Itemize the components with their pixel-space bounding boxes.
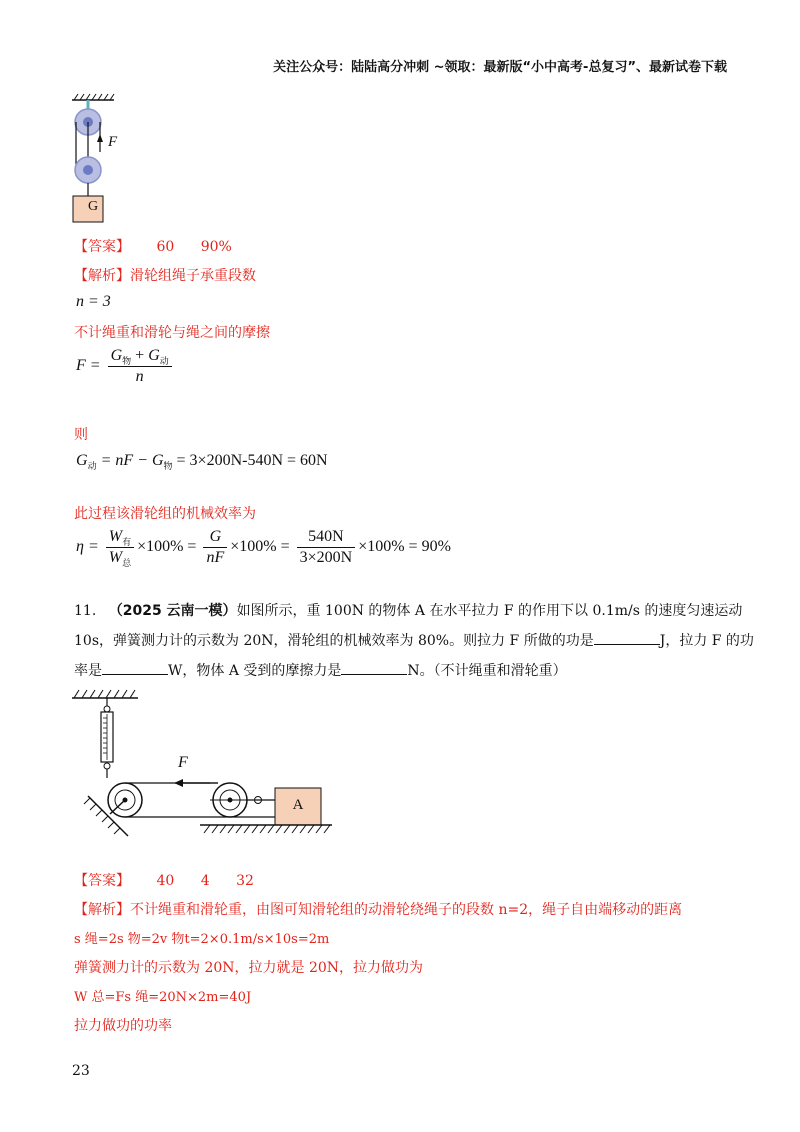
q11-analysis-line2: s 绳=2s 物=2v 物t=2×0.1m/s×10s=2m xyxy=(74,932,330,947)
figure1-F-label: F xyxy=(108,134,118,150)
question-text-line1: 如图所示，重 100N 的物体 A 在水平拉力 F 的作用下以 0.1m/s 的速度匀速运动 xyxy=(236,603,743,619)
question-source: （2025 云南一模） xyxy=(108,603,237,619)
prev-analysis-line1: 【解析】滑轮组绳子承重段数 xyxy=(74,268,256,284)
prev-answer-row xyxy=(74,236,232,256)
q11-analysis-line1: 【解析】不计绳重和滑轮重，由图可知滑轮组的动滑轮绕绳子的段数 n=2，绳子自由端移动的距离 xyxy=(74,902,683,918)
answer-value-1: 60 xyxy=(156,239,175,255)
answer-value-1: 40 xyxy=(156,873,175,889)
question-number: 11. xyxy=(74,603,97,619)
answer-value-2: 4 xyxy=(200,873,210,889)
answer-label: 【答案】 xyxy=(74,239,130,255)
prev-analysis-line4: 此过程该滑轮组的机械效率为 xyxy=(74,506,256,522)
q11-answer-row xyxy=(74,870,254,890)
spring-scale-pulley-figure xyxy=(70,688,335,838)
prev-analysis-line2: 不计绳重和滑轮与绳之间的摩擦 xyxy=(74,325,270,341)
n-equation: n = 3 xyxy=(76,293,111,310)
page-number: 23 xyxy=(72,1063,90,1079)
question-11: 11. （2025 云南一模）如图所示，重 100N 的物体 A 在水平拉力 F 的作用下以 0.1m/s 的速度匀速运动 10s，弹簧测力计的示数为 20N，滑轮组的机械效率为 80%。则拉力 F 所做的功是 J，拉力 F 的功 率是 W，物体 A 受到的摩擦力是 N。（不计绳重和滑轮重） xyxy=(74,603,754,679)
analysis-label: 【解析】 xyxy=(74,268,130,284)
formula-force: F = $\frac{G_物 + G_动}{n}$ xyxy=(76,347,175,386)
figure2-A-label: A xyxy=(292,797,304,813)
answer-blank-work[interactable] xyxy=(594,632,660,645)
answer-blank-friction[interactable] xyxy=(341,662,407,675)
force-arrow xyxy=(174,779,183,787)
figure2-F-label: F xyxy=(178,754,188,771)
answer-value-3: 32 xyxy=(236,873,254,889)
q11-analysis-line4: W 总=Fs 绳=20N×2m=40J xyxy=(74,990,252,1005)
q11-analysis-line5: 拉力做功的功率 xyxy=(74,1018,172,1034)
answer-value-2: 90% xyxy=(200,239,232,255)
analysis-label: 【解析】 xyxy=(74,902,130,918)
formula-efficiency: η = $\frac{W_有}{W_总}$ ×100% = $\frac{G}{nF}$ ×100% = $\frac{540N}{3\times 200N}$ ×100% = 90% xyxy=(76,528,451,568)
figure1-G-label: G xyxy=(87,199,99,214)
formula-dynamic-weight: $G_动$ = nF − $G_物 = 3\times 200N-540N = 60N$ xyxy=(76,452,328,471)
prev-analysis-line3: 则 xyxy=(74,427,88,443)
q11-analysis-line3: 弹簧测力计的示数为 20N，拉力就是 20N，拉力做功为 xyxy=(74,960,424,976)
answer-blank-power[interactable] xyxy=(102,662,168,675)
page-header: 关注公众号：陆陆高分冲刺 ~领取：最新版“小中高考-总复习”、最新试卷下载 xyxy=(273,60,727,75)
answer-label: 【答案】 xyxy=(74,873,130,889)
